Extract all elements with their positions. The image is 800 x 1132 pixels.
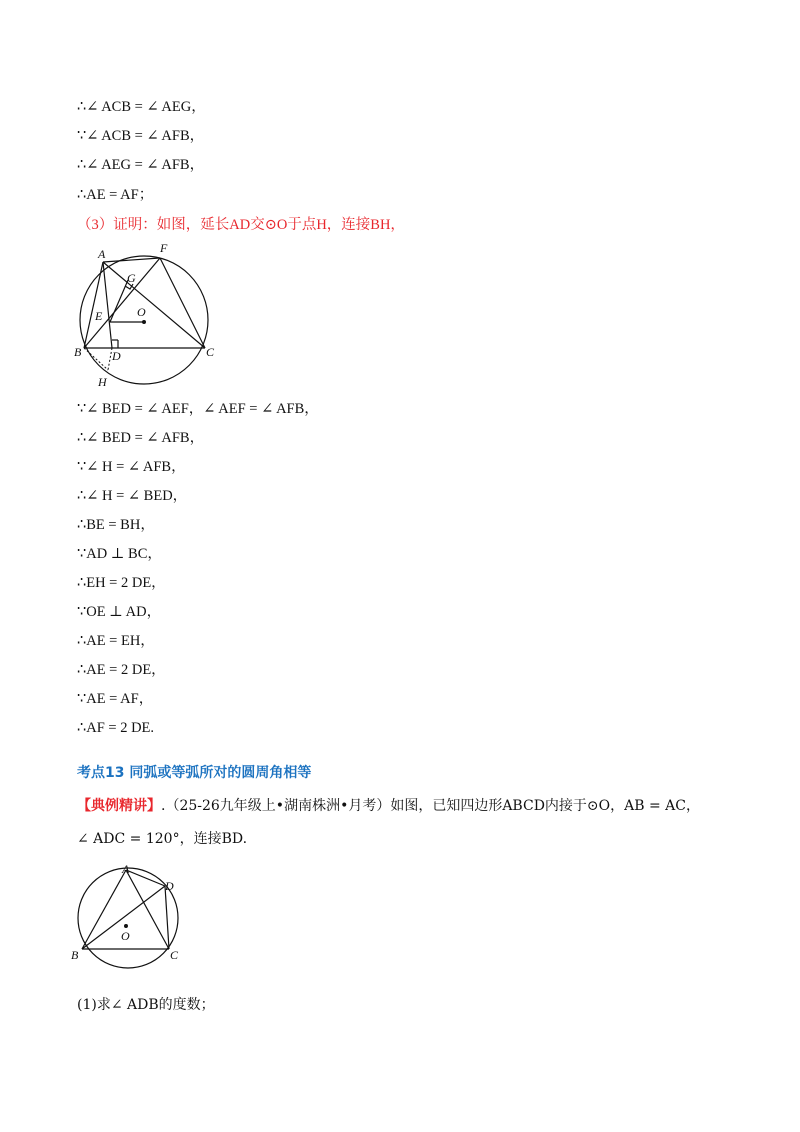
label-c: C: [206, 345, 215, 359]
label-g: G: [127, 271, 136, 285]
proof-line: ∴∠ BED = ∠ AFB，: [77, 430, 205, 446]
example-tag: 【典例精讲】: [77, 798, 161, 814]
geometry-figure-2: [68, 860, 198, 970]
problem-statement-line2: ∠ ADC = 120°，连接BD.: [77, 831, 248, 847]
question-1: (1)求∠ ADB的度数；: [77, 997, 215, 1013]
proof-line: ∵AD ⊥ BC，: [77, 546, 162, 562]
label-f: F: [160, 241, 168, 255]
label-d: D: [165, 879, 174, 893]
label-o: O: [121, 929, 130, 943]
problem-text: .（25-26九年级上•湖南株洲•月考）如图，已知四边形ABCD内接于⊙O，AB = AC，: [161, 798, 700, 814]
label-b: B: [74, 345, 82, 359]
problem-statement-line1: [77, 796, 700, 816]
proof-line: ∵∠ ACB = ∠ AFB，: [77, 128, 205, 144]
label-b: B: [71, 948, 79, 962]
label-h: H: [98, 375, 107, 389]
label-c: C: [170, 948, 179, 962]
proof-line: ∴AF = 2 DE.: [77, 720, 155, 736]
part3-intro: （3）证明：如图，延长AD交⊙O于点H，连接BH，: [77, 217, 405, 233]
proof-line: ∴AE = AF；: [77, 187, 154, 203]
proof-line: ∴AE = EH，: [77, 633, 155, 649]
proof-line: ∴AE = 2 DE，: [77, 662, 166, 678]
proof-line: ∴∠ H = ∠ BED，: [77, 488, 188, 504]
proof-line: ∵OE ⊥ AD，: [77, 604, 162, 620]
label-a: A: [98, 247, 106, 261]
label-d: D: [112, 349, 121, 363]
label-o: O: [137, 305, 146, 319]
label-a: A: [122, 862, 130, 876]
proof-line: ∵AE = AF，: [77, 691, 154, 707]
proof-line: ∵∠ BED = ∠ AEF，∠ AEF = ∠ AFB，: [77, 401, 319, 417]
proof-line: ∵∠ H = ∠ AFB，: [77, 459, 186, 475]
proof-line: ∴BE = BH，: [77, 517, 155, 533]
proof-line: ∴∠ AEG = ∠ AFB，: [77, 157, 205, 173]
section-heading: 考点13 同弧或等弧所对的圆周角相等: [77, 765, 312, 781]
geometry-figure-1: [70, 240, 230, 390]
proof-line: ∴∠ ACB = ∠ AEG，: [77, 99, 206, 115]
label-e: E: [95, 309, 103, 323]
proof-line: ∴EH = 2 DE，: [77, 575, 166, 591]
